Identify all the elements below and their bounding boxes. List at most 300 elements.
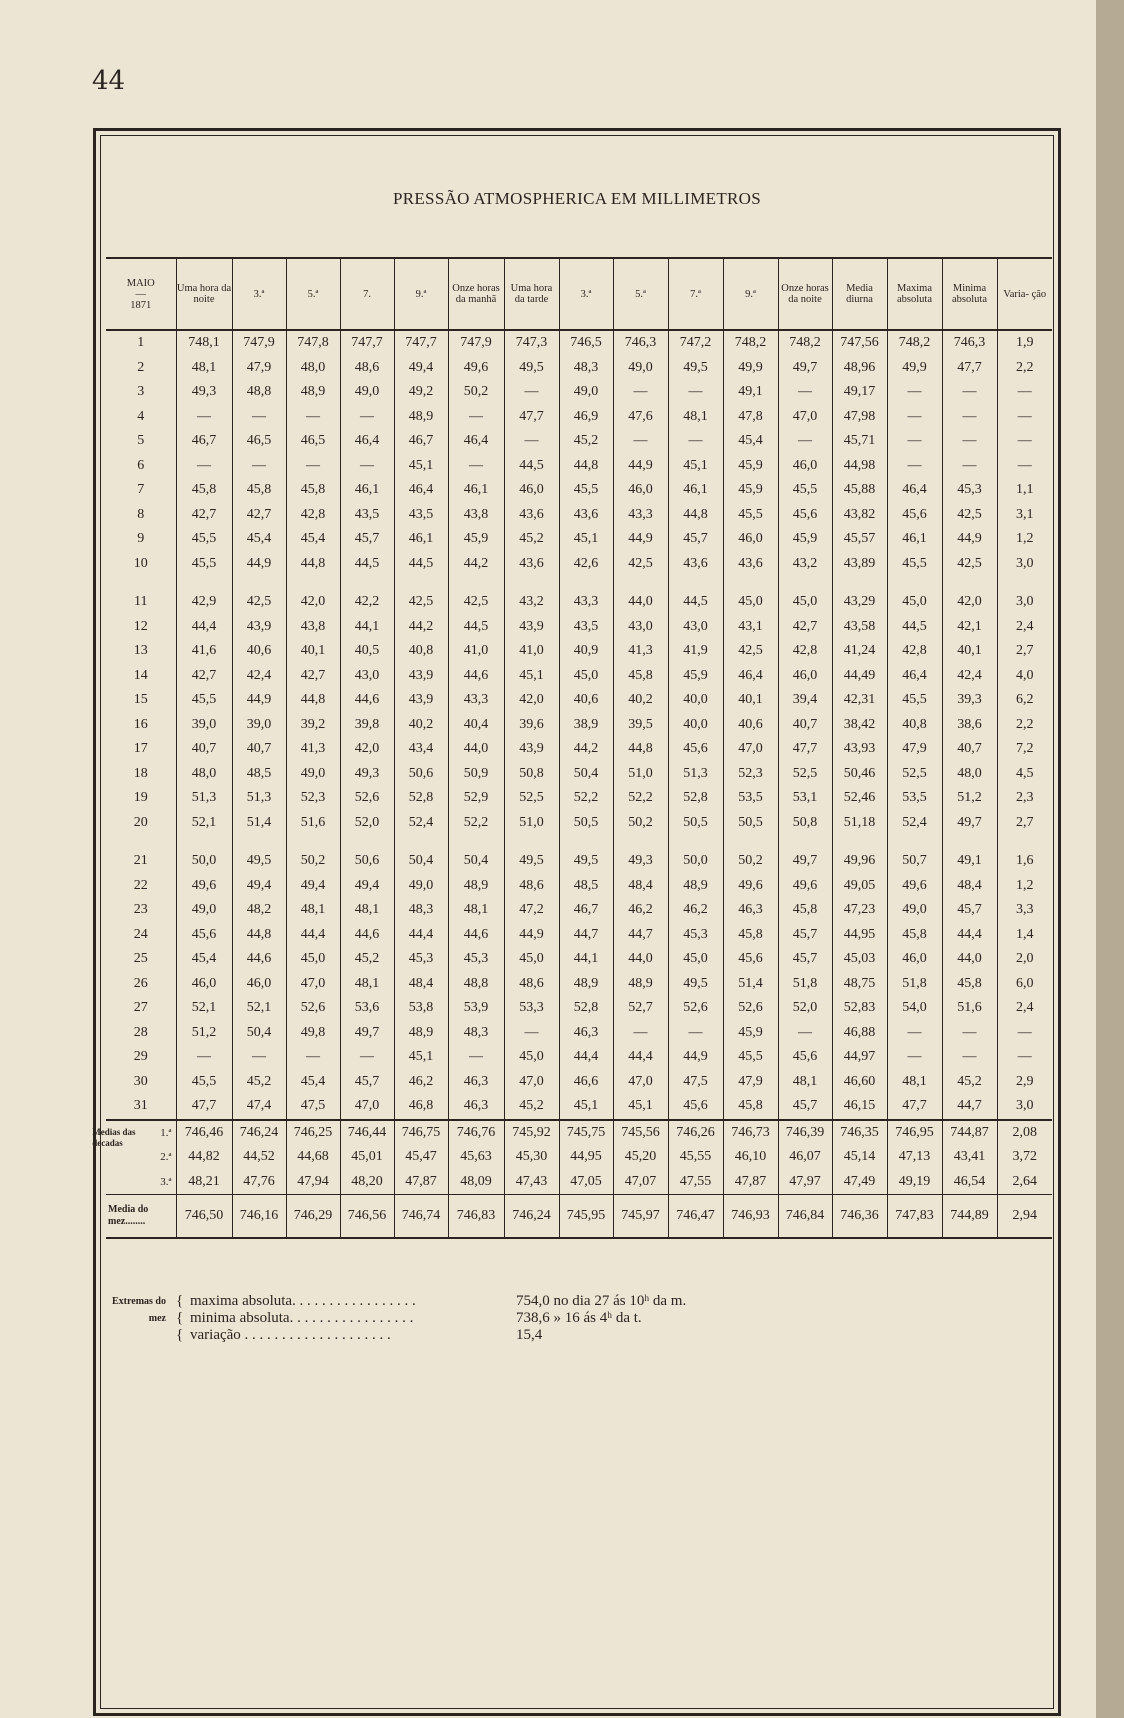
table-cell: 45,6 <box>668 737 723 762</box>
gap-cell <box>668 576 723 590</box>
gap-cell <box>448 835 504 849</box>
table-cell: 746,47 <box>668 1195 723 1239</box>
table-cell: — <box>942 380 997 405</box>
table-cell: 41,0 <box>504 639 559 664</box>
table-cell: 46,7 <box>394 429 448 454</box>
table-cell: 50,4 <box>448 849 504 874</box>
table-cell: 41,0 <box>448 639 504 664</box>
table-cell: 45,0 <box>504 947 559 972</box>
table-cell: 29 <box>133 1049 148 1065</box>
table-cell: 45,8 <box>176 478 232 503</box>
gap-cell <box>778 576 832 590</box>
table-cell: 746,24 <box>232 1120 286 1146</box>
table-cell: — <box>448 405 504 430</box>
table-cell: 44,0 <box>942 947 997 972</box>
table-cell: 39,6 <box>504 713 559 738</box>
table-cell: 746,44 <box>340 1120 394 1146</box>
table-cell: 45,8 <box>942 972 997 997</box>
table-cell: 48,6 <box>504 874 559 899</box>
day-row <box>106 552 1052 577</box>
gap-cell <box>176 835 232 849</box>
table-cell: 45,2 <box>504 1094 559 1120</box>
table-cell: 45,9 <box>723 1021 778 1046</box>
table-cell: 48,96 <box>832 356 887 381</box>
table-cell: 46,1 <box>448 478 504 503</box>
table-cell: 45,8 <box>232 478 286 503</box>
table-cell: 51,2 <box>942 786 997 811</box>
table-cell: 49,4 <box>394 356 448 381</box>
table-cell: 45,0 <box>504 1045 559 1070</box>
table-cell: 44,9 <box>942 527 997 552</box>
table-cell: 43,9 <box>504 737 559 762</box>
table-cell: 47,5 <box>286 1094 340 1120</box>
table-cell: 40,7 <box>176 737 232 762</box>
table-cell: 45,8 <box>613 664 668 689</box>
table-cell: 44,4 <box>176 615 232 640</box>
table-cell: 45,2 <box>340 947 394 972</box>
day-row <box>106 1021 1052 1046</box>
table-cell: 48,9 <box>448 874 504 899</box>
table-cell: 45,3 <box>668 923 723 948</box>
table-cell: 50,2 <box>448 380 504 405</box>
table-cell: 40,2 <box>394 713 448 738</box>
extremas-value-variacao: 15,4 <box>516 1327 543 1343</box>
table-cell: 746,75 <box>394 1120 448 1146</box>
gap-cell <box>394 835 448 849</box>
table-cell: 49,0 <box>613 356 668 381</box>
table-cell: 44,6 <box>232 947 286 972</box>
table-cell: 746,5 <box>559 330 613 356</box>
table-cell: 2,94 <box>997 1195 1052 1239</box>
table-cell: 45,9 <box>723 478 778 503</box>
table-cell: 49,3 <box>176 380 232 405</box>
table-cell: 745,97 <box>613 1195 668 1239</box>
table-cell: 48,4 <box>942 874 997 899</box>
table-cell: 42,7 <box>286 664 340 689</box>
table-cell: 47,55 <box>668 1170 723 1195</box>
table-cell: 42,8 <box>887 639 942 664</box>
table-cell: 45,01 <box>340 1145 394 1170</box>
table-cell: 52,7 <box>613 996 668 1021</box>
table-cell: — <box>997 380 1052 405</box>
table-cell: 24 <box>133 926 148 942</box>
table-cell: 49,4 <box>232 874 286 899</box>
table-cell: 7 <box>137 482 145 498</box>
table-cell: 47,0 <box>504 1070 559 1095</box>
table-cell: 49,17 <box>832 380 887 405</box>
table-cell: 41,6 <box>176 639 232 664</box>
table-cell: 46,0 <box>778 454 832 479</box>
table-cell: 46,1 <box>887 527 942 552</box>
table-cell: 10 <box>133 555 148 571</box>
table-cell: 43,82 <box>832 503 887 528</box>
table-cell: 45,5 <box>176 552 232 577</box>
table-cell: 45,47 <box>394 1145 448 1170</box>
table-cell: 3.ª <box>160 1175 172 1188</box>
table-cell <box>92 1120 176 1148</box>
table-cell: — <box>286 454 340 479</box>
table-cell: 41,3 <box>613 639 668 664</box>
table-cell: 3,0 <box>997 552 1052 577</box>
table-cell: 52,2 <box>448 811 504 836</box>
table-cell: 48,1 <box>340 898 394 923</box>
table-cell: 27 <box>133 1000 148 1016</box>
table-cell: 49,7 <box>778 356 832 381</box>
table-cell: 45,9 <box>668 664 723 689</box>
day-row <box>106 874 1052 899</box>
table-cell: 50,9 <box>448 762 504 787</box>
table-cell: — <box>613 429 668 454</box>
table-cell: 746,39 <box>778 1120 832 1146</box>
gap-cell <box>559 835 613 849</box>
table-cell: 52,5 <box>778 762 832 787</box>
extremas-name-maxima: maxima absoluta. . . . . . . . . . . . . . . . . <box>190 1293 416 1309</box>
table-cell: 53,5 <box>887 786 942 811</box>
table-cell: 746,36 <box>832 1195 887 1239</box>
table-cell: 16 <box>133 716 148 732</box>
table-cell: 45,7 <box>942 898 997 923</box>
table-cell: 46,2 <box>668 898 723 923</box>
table-cell: 1 <box>137 335 145 351</box>
day-row <box>106 664 1052 689</box>
table-cell: 40,8 <box>394 639 448 664</box>
table-cell: 2 <box>137 359 145 375</box>
day-row <box>106 1045 1052 1070</box>
table-cell: 45,7 <box>778 923 832 948</box>
header-month: MAIO <box>126 277 155 289</box>
table-cell: 44,7 <box>559 923 613 948</box>
table-cell: 42,0 <box>942 590 997 615</box>
table-cell: 43,9 <box>232 615 286 640</box>
table-cell: 46,0 <box>723 527 778 552</box>
table-cell: 50,4 <box>559 762 613 787</box>
table-cell: 51,3 <box>176 786 232 811</box>
table-cell: 48,9 <box>394 1021 448 1046</box>
table-cell: — <box>668 380 723 405</box>
extremas-value-maxima: 754,0 no dia 27 ás 10ʰ da m. <box>516 1293 687 1309</box>
table-cell: 51,3 <box>668 762 723 787</box>
table-cell: 42,7 <box>176 503 232 528</box>
table-cell: 42,0 <box>286 590 340 615</box>
table-cell: 39,0 <box>232 713 286 738</box>
table-cell: 42,7 <box>176 664 232 689</box>
table-cell: 42,5 <box>232 590 286 615</box>
table-cell: 43,3 <box>559 590 613 615</box>
table-cell: 46,9 <box>559 405 613 430</box>
table-cell: 47,43 <box>504 1170 559 1195</box>
table-cell: 45,6 <box>887 503 942 528</box>
table-cell: 43,89 <box>832 552 887 577</box>
table-cell: 45,0 <box>559 664 613 689</box>
table-cell: 53,5 <box>723 786 778 811</box>
table-cell: 4,0 <box>997 664 1052 689</box>
table-cell: 52,2 <box>559 786 613 811</box>
table-cell: 47,2 <box>504 898 559 923</box>
table-cell: 43,0 <box>340 664 394 689</box>
table-cell: 39,8 <box>340 713 394 738</box>
table-cell: 50,8 <box>504 762 559 787</box>
table-cell: 45,6 <box>668 1094 723 1120</box>
table-cell: 38,42 <box>832 713 887 738</box>
table-cell: 13 <box>133 643 148 659</box>
table-cell: 746,74 <box>394 1195 448 1239</box>
table-cell: 5 <box>137 433 145 449</box>
day-row <box>106 996 1052 1021</box>
table-cell: 46,6 <box>559 1070 613 1095</box>
table-cell: 44,1 <box>340 615 394 640</box>
table-cell: — <box>887 429 942 454</box>
table-cell: 43,1 <box>723 615 778 640</box>
header-col: 7. <box>340 258 394 330</box>
gap-cell <box>504 835 559 849</box>
table-cell: 50,46 <box>832 762 887 787</box>
table-cell: 48,9 <box>286 380 340 405</box>
table-cell: 45,8 <box>723 1094 778 1120</box>
table-cell: 3,1 <box>997 503 1052 528</box>
table-cell: 42,5 <box>942 552 997 577</box>
table-cell: 49,3 <box>340 762 394 787</box>
table-cell: 746,16 <box>232 1195 286 1239</box>
table-cell: 42,5 <box>942 503 997 528</box>
table-cell: 53,8 <box>394 996 448 1021</box>
table-cell: 747,56 <box>832 330 887 356</box>
table-cell: 48,75 <box>832 972 887 997</box>
table-cell: 44,52 <box>232 1145 286 1170</box>
table-cell: 51,18 <box>832 811 887 836</box>
table-cell: 746,93 <box>723 1195 778 1239</box>
table-cell: 50,0 <box>668 849 723 874</box>
table-cell: 43,9 <box>504 615 559 640</box>
table-cell: 45,5 <box>176 1070 232 1095</box>
table-cell: 2,64 <box>997 1170 1052 1195</box>
table-cell: 2,08 <box>997 1120 1052 1146</box>
table-cell: — <box>668 429 723 454</box>
table-cell: 42,1 <box>942 615 997 640</box>
table-cell: 47,7 <box>504 405 559 430</box>
table-cell: 46,7 <box>559 898 613 923</box>
day-row <box>106 688 1052 713</box>
table-cell: 747,7 <box>340 330 394 356</box>
table-cell: 47,0 <box>723 737 778 762</box>
table-cell: 4,5 <box>997 762 1052 787</box>
table-cell: 14 <box>133 667 148 683</box>
table-cell: 47,0 <box>340 1094 394 1120</box>
table-cell: 45,7 <box>778 1094 832 1120</box>
table-cell: 3,0 <box>997 590 1052 615</box>
table-cell: 44,5 <box>340 552 394 577</box>
page-edge <box>1096 0 1124 1718</box>
table-cell: — <box>176 454 232 479</box>
table-cell: 747,7 <box>394 330 448 356</box>
table-cell: 22 <box>133 877 148 893</box>
table-cell: 44,5 <box>448 615 504 640</box>
table-cell: 2,3 <box>997 786 1052 811</box>
table-cell: 746,76 <box>448 1120 504 1146</box>
table-cell: 44,2 <box>394 615 448 640</box>
table-cell: — <box>176 405 232 430</box>
day-row <box>106 947 1052 972</box>
table-cell: 40,2 <box>613 688 668 713</box>
gap-cell <box>106 835 176 849</box>
table-cell: 51,0 <box>613 762 668 787</box>
table-cell: 46,4 <box>448 429 504 454</box>
table-cell: — <box>504 380 559 405</box>
table-cell: 46,3 <box>559 1021 613 1046</box>
gap-cell <box>997 835 1052 849</box>
table-cell: 47,9 <box>887 737 942 762</box>
table-cell: — <box>504 429 559 454</box>
table-cell: 44,95 <box>559 1145 613 1170</box>
table-cell: — <box>286 1045 340 1070</box>
table-cell: 748,2 <box>723 330 778 356</box>
table-cell: 47,05 <box>559 1170 613 1195</box>
table-cell: 40,9 <box>559 639 613 664</box>
gap-cell <box>106 576 176 590</box>
table-cell: 44,49 <box>832 664 887 689</box>
table-cell: 50,2 <box>286 849 340 874</box>
table-cell: — <box>887 405 942 430</box>
table-cell: 45,2 <box>559 429 613 454</box>
table-cell: 746,50 <box>176 1195 232 1239</box>
table-cell: 48,3 <box>394 898 448 923</box>
table-cell: — <box>942 454 997 479</box>
table-cell: — <box>448 454 504 479</box>
table-cell: 44,5 <box>394 552 448 577</box>
table-cell: 48,3 <box>448 1021 504 1046</box>
decade-average-row <box>106 1145 1052 1170</box>
table-cell: 44,1 <box>559 947 613 972</box>
table-cell: 44,4 <box>942 923 997 948</box>
table-cell: 48,5 <box>232 762 286 787</box>
table-cell: 43,3 <box>448 688 504 713</box>
header-col: Uma hora da tarde <box>504 258 559 330</box>
table-cell: 40,8 <box>887 713 942 738</box>
table-cell: 49,5 <box>232 849 286 874</box>
table-cell: 46,4 <box>394 478 448 503</box>
table-cell: 44,8 <box>559 454 613 479</box>
table-cell: 49,0 <box>887 898 942 923</box>
table-cell: — <box>997 454 1052 479</box>
table-cell: 40,0 <box>668 688 723 713</box>
decade-gap <box>106 835 1052 849</box>
day-row <box>106 811 1052 836</box>
table-cell: 52,6 <box>286 996 340 1021</box>
table-cell: 43,2 <box>778 552 832 577</box>
table-cell: — <box>778 380 832 405</box>
table-cell: 50,6 <box>340 849 394 874</box>
table-cell: 43,6 <box>504 552 559 577</box>
table-cell: 46,4 <box>887 478 942 503</box>
table-cell: 53,1 <box>778 786 832 811</box>
table-cell: 48,6 <box>504 972 559 997</box>
table-cell: 47,6 <box>613 405 668 430</box>
day-row <box>106 762 1052 787</box>
table-cell: 50,0 <box>176 849 232 874</box>
table-cell: 746,26 <box>668 1120 723 1146</box>
table-cell: 45,6 <box>778 1045 832 1070</box>
table-cell: 48,6 <box>340 356 394 381</box>
day-row <box>106 1070 1052 1095</box>
gap-cell <box>340 576 394 590</box>
table-cell: 43,41 <box>942 1145 997 1170</box>
table-cell: 46,54 <box>942 1170 997 1195</box>
table-cell: 52,5 <box>887 762 942 787</box>
table-cell: 46,60 <box>832 1070 887 1095</box>
day-row <box>106 713 1052 738</box>
table-cell: 44,68 <box>286 1145 340 1170</box>
table-cell: 51,6 <box>942 996 997 1021</box>
table-cell: — <box>232 405 286 430</box>
decadas-label: Medias das decadas <box>92 1126 136 1148</box>
table-cell: 47,23 <box>832 898 887 923</box>
table-cell: 45,0 <box>778 590 832 615</box>
table-cell: 43,9 <box>394 688 448 713</box>
table-cell: 40,5 <box>340 639 394 664</box>
table-cell: 39,2 <box>286 713 340 738</box>
table-cell: 44,95 <box>832 923 887 948</box>
table-cell: 40,6 <box>723 713 778 738</box>
decade-average-row <box>106 1170 1052 1195</box>
table-cell: 47,7 <box>176 1094 232 1120</box>
table-cell: 747,9 <box>232 330 286 356</box>
table-cell: 48,9 <box>559 972 613 997</box>
table-cell: 45,1 <box>394 1045 448 1070</box>
table-cell: 747,3 <box>504 330 559 356</box>
table-cell: 45,5 <box>887 552 942 577</box>
table-cell: 46,5 <box>286 429 340 454</box>
table-cell: 48,09 <box>448 1170 504 1195</box>
gap-cell <box>559 576 613 590</box>
table-cell: 45,30 <box>504 1145 559 1170</box>
table-cell: 43,9 <box>394 664 448 689</box>
table-cell: 1,4 <box>997 923 1052 948</box>
table-cell: 45,5 <box>887 688 942 713</box>
header-col: 9.ª <box>723 258 778 330</box>
day-row <box>106 454 1052 479</box>
table-cell: 42,5 <box>448 590 504 615</box>
table-cell: 49,8 <box>286 1021 340 1046</box>
pressure-table <box>92 257 1052 1239</box>
table-cell: 44,8 <box>232 923 286 948</box>
table-cell: 43,5 <box>340 503 394 528</box>
table-cell: 49,4 <box>340 874 394 899</box>
day-row <box>106 849 1052 874</box>
gap-cell <box>832 835 887 849</box>
table-cell: 45,8 <box>286 478 340 503</box>
table-cell: 38,9 <box>559 713 613 738</box>
table-cell: 2,2 <box>997 356 1052 381</box>
table-cell: 49,0 <box>286 762 340 787</box>
day-row <box>106 786 1052 811</box>
table-cell: 42,7 <box>778 615 832 640</box>
table-cell: — <box>668 1021 723 1046</box>
header-col: Maxima absoluta <box>887 258 942 330</box>
table-cell: 48,0 <box>286 356 340 381</box>
table-cell: 11 <box>134 594 148 610</box>
table-cell: 42,8 <box>778 639 832 664</box>
table-cell: 45,9 <box>723 454 778 479</box>
table-cell: 45,6 <box>723 947 778 972</box>
table-cell: 44,8 <box>668 503 723 528</box>
table-cell: 51,4 <box>723 972 778 997</box>
table-cell: 49,6 <box>887 874 942 899</box>
header-col: Onze horas da manhã <box>448 258 504 330</box>
table-cell: 44,98 <box>832 454 887 479</box>
table-cell: 39,5 <box>613 713 668 738</box>
table-cell: 45,8 <box>887 923 942 948</box>
gap-cell <box>286 576 340 590</box>
table-cell: 746,84 <box>778 1195 832 1239</box>
